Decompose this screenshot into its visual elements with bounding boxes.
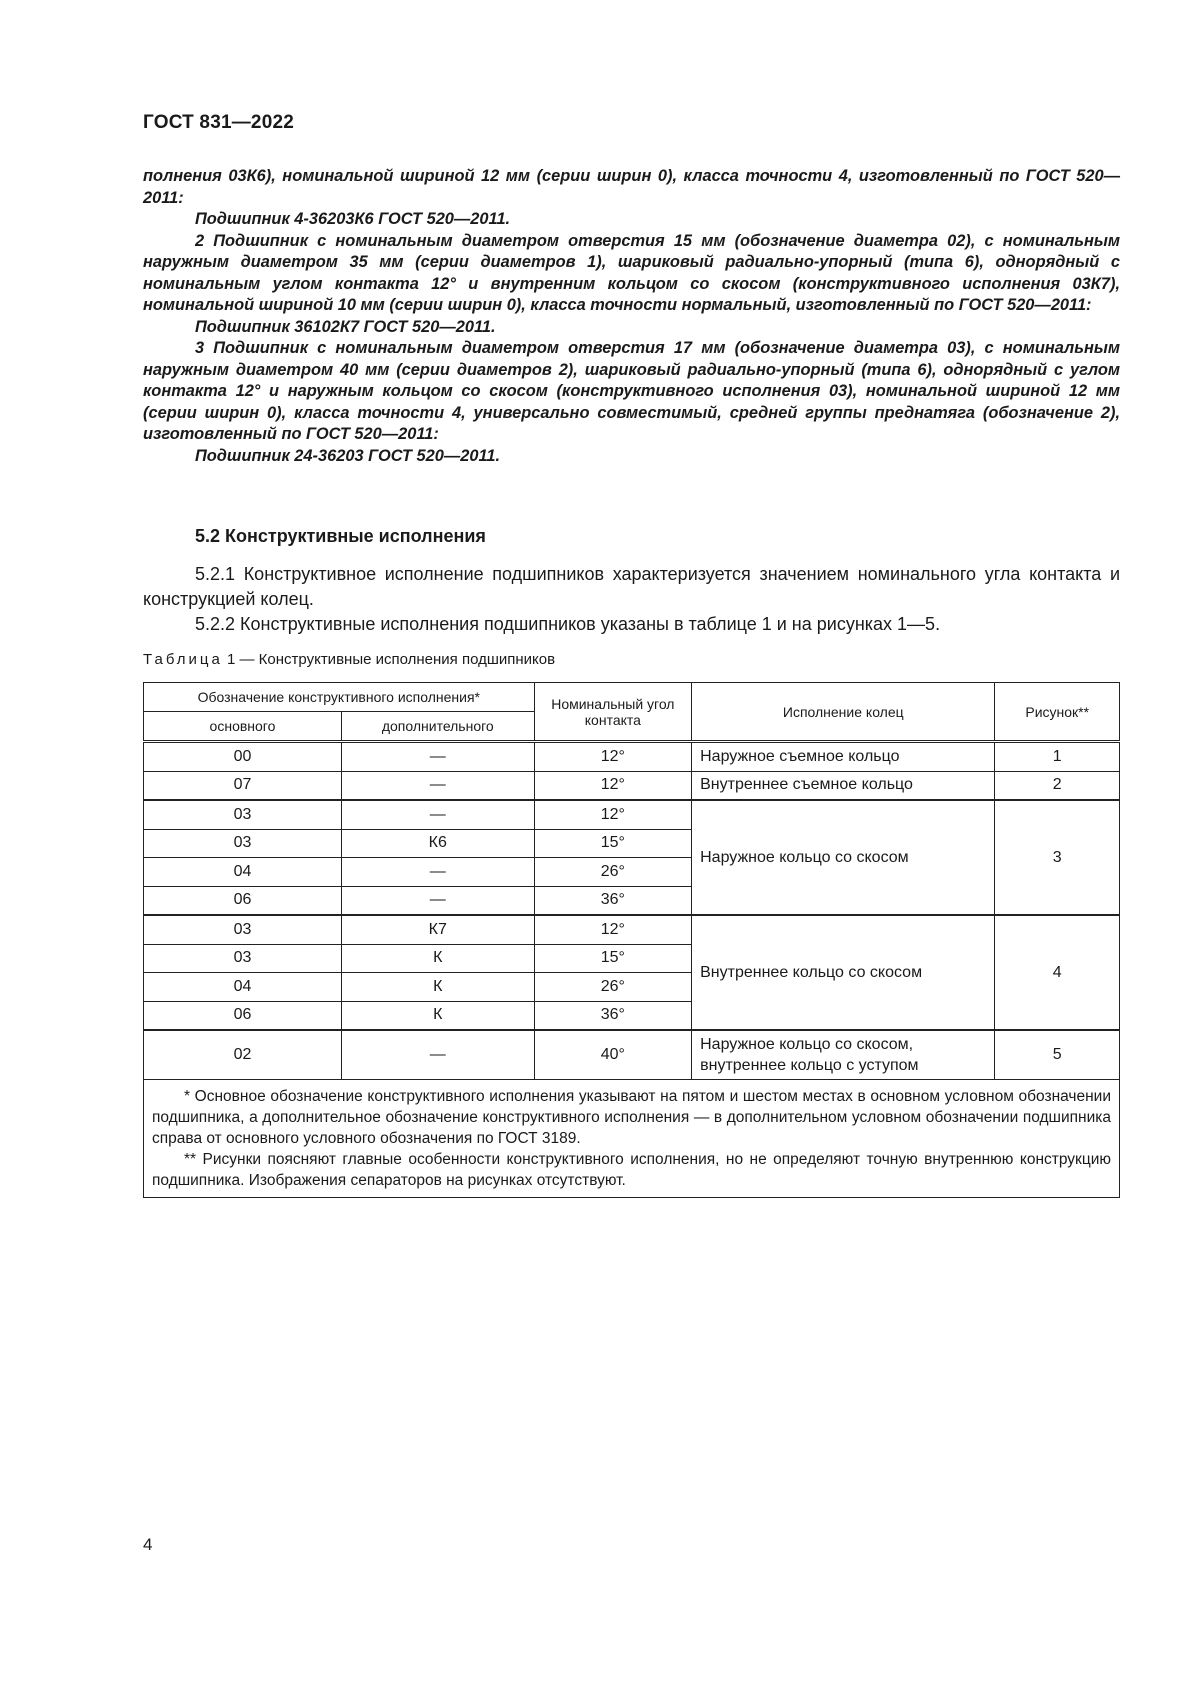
cell-basic: 06 xyxy=(144,886,342,915)
cell-angle: 36° xyxy=(534,1001,692,1030)
cell-basic: 00 xyxy=(144,742,342,772)
cell-figure: 4 xyxy=(995,915,1120,1030)
cell-basic: 06 xyxy=(144,1001,342,1030)
table-caption-label: Таблица xyxy=(143,651,223,668)
cell-figure: 5 xyxy=(995,1030,1120,1080)
document-header-title: ГОСТ 831—2022 xyxy=(143,112,295,133)
table-row xyxy=(144,1030,1120,1080)
table-caption-title: 1 — Конструктивные исполнения подшипников xyxy=(227,651,556,668)
cell-additional: К xyxy=(341,973,534,1002)
header-basic: основного xyxy=(144,712,342,742)
table-notes-row xyxy=(144,1080,1120,1198)
header-additional: дополнительного xyxy=(341,712,534,742)
table-row xyxy=(144,742,1120,772)
cell-angle: 12° xyxy=(534,915,692,944)
table-notes xyxy=(144,1080,1120,1198)
header-designation: Обозначение конструктивного исполнения* xyxy=(144,683,535,712)
cell-additional: К6 xyxy=(341,829,534,858)
cell-rings: Наружное съемное кольцо xyxy=(692,742,995,772)
table-header-row xyxy=(144,683,1120,712)
designation-examples xyxy=(143,166,1120,467)
table-note-1: * Основное обозначение конструктивного исполнения указывают на пятом и шестом местах в основном условном обозначении подшипника, а дополнительное обозначение конструктивного исполнения — в дополнительном условном обозначении подшипника справа от основного условного обозначения по ГОСТ 3189. xyxy=(152,1088,1111,1147)
cell-additional: — xyxy=(341,771,534,800)
cell-additional: К7 xyxy=(341,915,534,944)
header-rings: Исполнение колец xyxy=(692,683,995,742)
cell-basic: 04 xyxy=(144,973,342,1002)
cell-angle: 15° xyxy=(534,944,692,973)
cell-basic: 03 xyxy=(144,944,342,973)
cell-rings-line-1: Наружное кольцо со скосом, xyxy=(700,1036,914,1053)
cell-additional: — xyxy=(341,858,534,887)
example-1-designation: Подшипник 4-36203К6 ГОСТ 520—2011. xyxy=(195,210,511,228)
cell-angle: 26° xyxy=(534,858,692,887)
cell-angle: 12° xyxy=(534,771,692,800)
cell-figure: 2 xyxy=(995,771,1120,800)
header-angle: Номинальный угол контакта xyxy=(534,683,692,742)
cell-basic: 03 xyxy=(144,915,342,944)
section-heading: 5.2 Конструктивные исполнения xyxy=(195,526,486,546)
cell-angle: 26° xyxy=(534,973,692,1002)
cell-basic: 03 xyxy=(144,829,342,858)
cell-angle: 36° xyxy=(534,886,692,915)
cell-basic: 03 xyxy=(144,800,342,829)
cell-rings: Наружное кольцо со скосом xyxy=(692,800,995,915)
table-row xyxy=(144,800,1120,829)
paragraph-5-2-2: 5.2.2 Конструктивные исполнения подшипников указаны в таблице 1 и на рисунках 1—5. xyxy=(195,614,941,634)
header-figure: Рисунок** xyxy=(995,683,1120,742)
table-note-2: ** Рисунки поясняют главные особенности конструктивного исполнения, но не определяют точную внутреннюю конструкцию подшипника. Изображения сепараторов на рисунках отсутствуют. xyxy=(152,1151,1111,1189)
cell-basic: 02 xyxy=(144,1030,342,1080)
table-row xyxy=(144,915,1120,944)
cell-additional: К xyxy=(341,1001,534,1030)
cell-rings: Внутреннее кольцо со скосом xyxy=(692,915,995,1030)
cell-rings: Внутреннее съемное кольцо xyxy=(692,771,995,800)
example-3-text: 3 Подшипник с номинальным диаметром отверстия 17 мм (обозначение диаметра 03), с номинальным наружным диаметром 40 мм (серии диаметров 2), шариковый радиально-упорный (типа 6), однорядный с углом контакта 12° и наружным кольцом со скосом (конструктивного исполнения 03), номинальной шириной 12 мм (серии ширин 0), класса точности 4, универсально совместимый, средней группы преднатяга (обозначение 2), изготовленный по ГОСТ 520—2011: xyxy=(143,339,1120,443)
example-3-designation: Подшипник 24-36203 ГОСТ 520—2011. xyxy=(195,446,501,465)
cell-additional: К xyxy=(341,944,534,973)
paragraph-5-2-1: 5.2.1 Конструктивное исполнение подшипников характеризуется значением номинального угла контакта и конструкцией колец. xyxy=(143,564,1120,609)
cell-angle: 12° xyxy=(534,742,692,772)
cell-angle: 40° xyxy=(534,1030,692,1080)
section-body xyxy=(143,562,1120,637)
cell-figure: 3 xyxy=(995,800,1120,915)
cell-figure: 1 xyxy=(995,742,1120,772)
cell-additional: — xyxy=(341,742,534,772)
cell-angle: 12° xyxy=(534,800,692,829)
example-2-text: 2 Подшипник с номинальным диаметром отверстия 15 мм (обозначение диаметра 02), с номинальным наружным диаметром 35 мм (серии диаметров 1), шариковый радиально-упорный (типа 6), однорядный с номинальным углом контакта 12° и внутренним кольцом со скосом (конструктивного исполнения 03К7), номинальной шириной 10 мм (серии ширин 0), класса точности нормальный, изготовленный по ГОСТ 520—2011: xyxy=(143,231,1120,314)
example-1-continuation: полнения 03К6), номинальной шириной 12 мм (серии ширин 0), класса точности 4, изготовленный по ГОСТ 520—2011: xyxy=(143,167,1120,207)
cell-basic: 04 xyxy=(144,858,342,887)
cell-angle: 15° xyxy=(534,829,692,858)
example-2-designation: Подшипник 36102К7 ГОСТ 520—2011. xyxy=(195,317,496,336)
cell-additional: — xyxy=(341,1030,534,1080)
table-row xyxy=(144,771,1120,800)
cell-rings xyxy=(692,1030,995,1080)
page-number: 4 xyxy=(143,1535,153,1554)
cell-additional: — xyxy=(341,886,534,915)
design-variants-table xyxy=(143,682,1120,1198)
table-caption xyxy=(143,651,555,668)
cell-additional: — xyxy=(341,800,534,829)
cell-basic: 07 xyxy=(144,771,342,800)
cell-rings-line-2: внутреннее кольцо с уступом xyxy=(700,1057,919,1074)
